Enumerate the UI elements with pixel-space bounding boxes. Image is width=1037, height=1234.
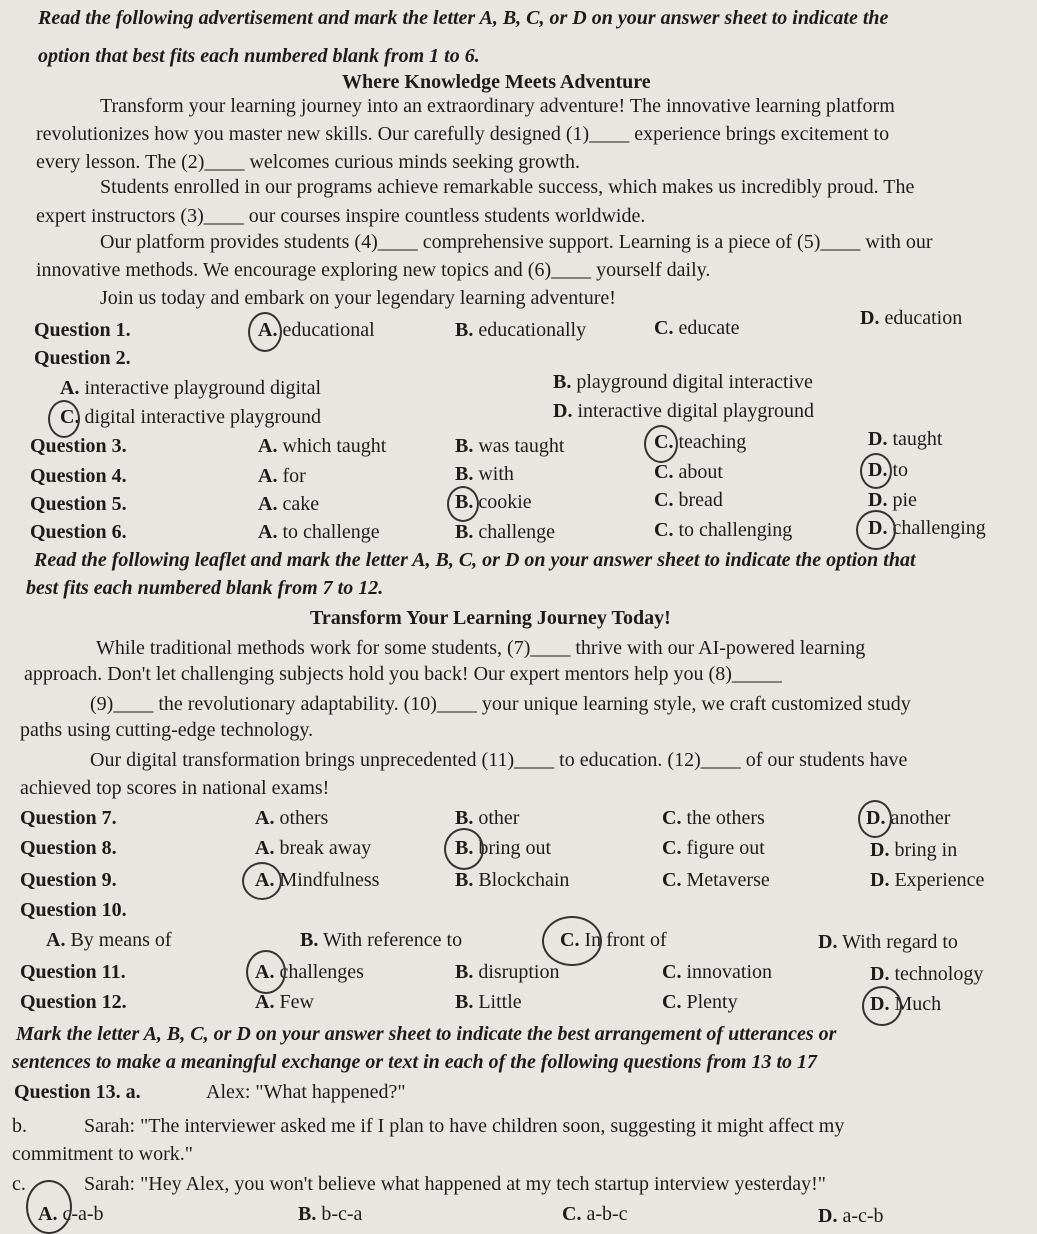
q11-option-d[interactable]: D. technology — [870, 963, 984, 985]
q8-option-b[interactable]: B. bring out — [455, 837, 552, 859]
q6-option-d[interactable]: D. challenging — [868, 517, 986, 539]
q7-option-c[interactable]: C. the others — [662, 807, 765, 829]
part1-instruction-line1: Read the following advertisement and mark the letter A, B, C, or D on your answer sheet to indicate the — [38, 7, 889, 29]
answer-circle-q4 — [860, 453, 892, 489]
q8-option-c[interactable]: C. figure out — [662, 837, 765, 859]
q4-option-b[interactable]: B. with — [455, 463, 514, 485]
option-letter: A. — [46, 929, 66, 951]
q11-option-b[interactable]: B. disruption — [455, 961, 560, 983]
q3-option-a[interactable]: A. which taught — [258, 435, 387, 457]
option-letter: A. — [258, 319, 278, 341]
option-letter: D. — [868, 459, 888, 481]
answer-circle-q1 — [248, 312, 282, 352]
q13-option-c[interactable]: C. a-b-c — [562, 1203, 628, 1225]
option-letter: A. — [38, 1203, 58, 1225]
part1-p1-line3: every lesson. The (2)____ welcomes curious minds seeking growth. — [36, 151, 580, 173]
q11-option-a[interactable]: A. challenges — [255, 961, 364, 983]
option-letter: C. — [654, 489, 674, 511]
part2-instruction-line1: Read the following leaflet and mark the letter A, B, C, or D on your answer sheet to indicate the option that — [34, 549, 916, 571]
option-letter: C. — [60, 406, 80, 428]
q4-option-a[interactable]: A. for — [258, 465, 306, 487]
q12-option-a[interactable]: A. Few — [255, 991, 314, 1013]
q8-label: Question 8. — [20, 837, 117, 859]
option-letter: C. — [562, 1203, 582, 1225]
option-letter: B. — [300, 929, 319, 951]
part2-p2-line1: (9)____ the revolutionary adaptability. (10)____ your unique learning style, we craft customized study — [90, 693, 911, 715]
part1-p1-line1: Transform your learning journey into an extraordinary adventure! The innovative learning platform — [100, 95, 895, 117]
part2-title: Transform Your Learning Journey Today! — [310, 607, 671, 629]
q13-option-a[interactable]: A. c-a-b — [38, 1203, 104, 1225]
q13-option-d[interactable]: D. a-c-b — [818, 1205, 884, 1227]
q9-option-a[interactable]: A. Mindfulness — [255, 869, 380, 891]
option-letter: B. — [455, 491, 474, 513]
answer-circle-q7 — [858, 800, 892, 838]
option-letter: B. — [455, 319, 474, 341]
answer-circle-q8 — [444, 828, 484, 870]
q2-label: Question 2. — [34, 347, 131, 369]
answer-circle-q5 — [447, 486, 479, 522]
q9-option-b[interactable]: B. Blockchain — [455, 869, 570, 891]
q10-option-c[interactable]: C. In front of — [560, 929, 667, 951]
option-letter: B. — [455, 435, 474, 457]
q2-option-c[interactable]: C. digital interactive playground — [60, 406, 322, 428]
q1-option-d[interactable]: D. education — [860, 307, 963, 329]
option-letter: A. — [258, 521, 278, 543]
option-letter: A. — [258, 465, 278, 487]
option-letter: A. — [258, 493, 278, 515]
part1-p3-line2: innovative methods. We encourage exploring new topics and (6)____ yourself daily. — [36, 259, 711, 281]
option-letter: C. — [662, 837, 682, 859]
answer-circle-q3 — [644, 425, 678, 463]
part1-p4: Join us today and embark on your legendary learning adventure! — [100, 287, 616, 309]
option-letter: A. — [60, 377, 80, 399]
q1-option-c[interactable]: C. educate — [654, 317, 740, 339]
q13-utterance-c-letter: c. — [12, 1173, 26, 1195]
q9-label: Question 9. — [20, 869, 117, 891]
q8-option-a[interactable]: A. break away — [255, 837, 372, 859]
answer-circle-q10 — [542, 916, 602, 966]
option-letter: D. — [866, 807, 886, 829]
option-letter: A. — [255, 961, 275, 983]
q6-option-b[interactable]: B. challenge — [455, 521, 555, 543]
option-letter: D. — [868, 428, 888, 450]
part2-p1-line1: While traditional methods work for some students, (7)____ thrive with our AI-powered learning — [96, 637, 866, 659]
q3-option-c[interactable]: C. teaching — [654, 431, 747, 453]
q7-option-d[interactable]: D. another — [866, 807, 951, 829]
q6-option-a[interactable]: A. to challenge — [258, 521, 380, 543]
q5-option-a[interactable]: A. cake — [258, 493, 320, 515]
part3-instruction-line1: Mark the letter A, B, C, or D on your answer sheet to indicate the best arrangement of utterances or — [16, 1023, 837, 1045]
part1-instruction-line2: option that best fits each numbered blank from 1 to 6. — [38, 45, 480, 67]
option-letter: D. — [868, 517, 888, 539]
q2-option-a[interactable]: A. interactive playground digital — [60, 377, 322, 399]
answer-circle-q9 — [242, 862, 282, 900]
option-letter: D. — [818, 1205, 838, 1227]
q8-option-d[interactable]: D. bring in — [870, 839, 958, 861]
q4-option-d[interactable]: D. to — [868, 459, 909, 481]
part2-p3-line2: achieved top scores in national exams! — [20, 777, 330, 799]
q5-label: Question 5. — [30, 493, 127, 515]
option-letter: A. — [255, 869, 275, 891]
q2-option-d[interactable]: D. interactive digital playground — [553, 400, 815, 422]
part2-p2-line2: paths using cutting-edge technology. — [20, 719, 314, 741]
answer-circle-q13 — [26, 1180, 72, 1234]
q7-label: Question 7. — [20, 807, 117, 829]
q12-option-c[interactable]: C. Plenty — [662, 991, 738, 1013]
option-letter: D. — [870, 839, 890, 861]
option-letter: D. — [870, 963, 890, 985]
part2-p3-line1: Our digital transformation brings unprecedented (11)____ to education. (12)____ of our students have — [90, 749, 908, 771]
q7-option-b[interactable]: B. other — [455, 807, 520, 829]
option-letter: A. — [255, 991, 275, 1013]
option-letter: C. — [654, 519, 674, 541]
option-letter: D. — [870, 993, 890, 1015]
q13-label: Question 13. a. — [14, 1081, 141, 1103]
part1-p2-line1: Students enrolled in our programs achieve remarkable success, which makes us incredibly proud. The — [100, 176, 915, 198]
option-letter: B. — [455, 991, 474, 1013]
q5-option-b[interactable]: B. cookie — [455, 491, 532, 513]
part1-p3-line1: Our platform provides students (4)____ comprehensive support. Learning is a piece of (5)____ with our — [100, 231, 933, 253]
option-letter: A. — [258, 435, 278, 457]
option-letter: C. — [654, 431, 674, 453]
q10-label: Question 10. — [20, 899, 127, 921]
q3-option-b[interactable]: B. was taught — [455, 435, 565, 457]
q1-label: Question 1. — [34, 319, 131, 341]
q13-option-b[interactable]: B. b-c-a — [298, 1203, 363, 1225]
part1-p1-line2: revolutionizes how you master new skills. Our carefully designed (1)____ experience brings excitement to — [36, 123, 890, 145]
q3-option-d[interactable]: D. taught — [868, 428, 943, 450]
q5-option-c[interactable]: C. bread — [654, 489, 723, 511]
q6-option-c[interactable]: C. to challenging — [654, 519, 793, 541]
q2-option-b[interactable]: B. playground digital interactive — [553, 371, 813, 393]
option-letter: D. — [553, 400, 573, 422]
option-letter: B. — [455, 961, 474, 983]
option-letter: C. — [662, 991, 682, 1013]
option-letter: C. — [662, 807, 682, 829]
q9-option-d[interactable]: D. Experience — [870, 869, 985, 891]
q3-label: Question 3. — [30, 435, 127, 457]
q13-utterance-c: Sarah: "Hey Alex, you won't believe what happened at my tech startup interview yesterday!" — [84, 1173, 826, 1195]
q12-option-b[interactable]: B. Little — [455, 991, 522, 1013]
part2-p1-line2: approach. Don't let challenging subjects hold you back! Our expert mentors help you (8)_____ — [24, 663, 782, 685]
option-letter: B. — [298, 1203, 317, 1225]
answer-circle-q11 — [246, 950, 286, 994]
option-letter: D. — [818, 931, 838, 953]
option-letter: B. — [455, 869, 474, 891]
option-letter: B. — [455, 807, 474, 829]
answer-circle-q6 — [856, 510, 896, 550]
option-letter: B. — [455, 837, 474, 859]
q10-option-d[interactable]: D. With regard to — [818, 931, 958, 953]
q13-utterance-a: Alex: "What happened?" — [206, 1081, 406, 1103]
option-letter: B. — [455, 521, 474, 543]
q11-option-c[interactable]: C. innovation — [662, 961, 772, 983]
option-letter: C. — [560, 929, 580, 951]
answer-circle-q2 — [48, 400, 80, 438]
q4-option-c[interactable]: C. about — [654, 461, 723, 483]
option-letter: D. — [868, 489, 888, 511]
q13-utterance-b-line2: commitment to work." — [12, 1143, 193, 1165]
part1-p2-line2: expert instructors (3)____ our courses inspire countless students worldwide. — [36, 205, 646, 227]
q11-label: Question 11. — [20, 961, 126, 983]
q10-option-b[interactable]: B. With reference to — [300, 929, 463, 951]
option-letter: A. — [255, 837, 275, 859]
q4-label: Question 4. — [30, 465, 127, 487]
q1-option-a[interactable]: A. educational — [258, 319, 375, 341]
option-letter: C. — [662, 869, 682, 891]
q12-label: Question 12. — [20, 991, 127, 1013]
option-letter: B. — [553, 371, 572, 393]
q7-option-a[interactable]: A. others — [255, 807, 329, 829]
answer-circle-q12 — [862, 986, 902, 1026]
option-letter: B. — [455, 463, 474, 485]
option-letter: A. — [255, 807, 275, 829]
q12-option-d[interactable]: D. Much — [870, 993, 942, 1015]
part2-instruction-line2: best fits each numbered blank from 7 to 12. — [26, 577, 384, 599]
q1-option-b[interactable]: B. educationally — [455, 319, 587, 341]
q5-option-d[interactable]: D. pie — [868, 489, 917, 511]
q13-utterance-b-letter: b. — [12, 1115, 27, 1137]
option-letter: C. — [654, 461, 674, 483]
option-letter: C. — [654, 317, 674, 339]
option-letter: D. — [870, 869, 890, 891]
part3-instruction-line2: sentences to make a meaningful exchange or text in each of the following questions from 13 to 17 — [12, 1051, 818, 1073]
q6-label: Question 6. — [30, 521, 127, 543]
option-letter: D. — [860, 307, 880, 329]
q9-option-c[interactable]: C. Metaverse — [662, 869, 770, 891]
option-letter: C. — [662, 961, 682, 983]
part1-title: Where Knowledge Meets Adventure — [342, 71, 651, 93]
q10-option-a[interactable]: A. By means of — [46, 929, 172, 951]
q13-utterance-b-line1: Sarah: "The interviewer asked me if I plan to have children soon, suggesting it might affect my — [84, 1115, 845, 1137]
